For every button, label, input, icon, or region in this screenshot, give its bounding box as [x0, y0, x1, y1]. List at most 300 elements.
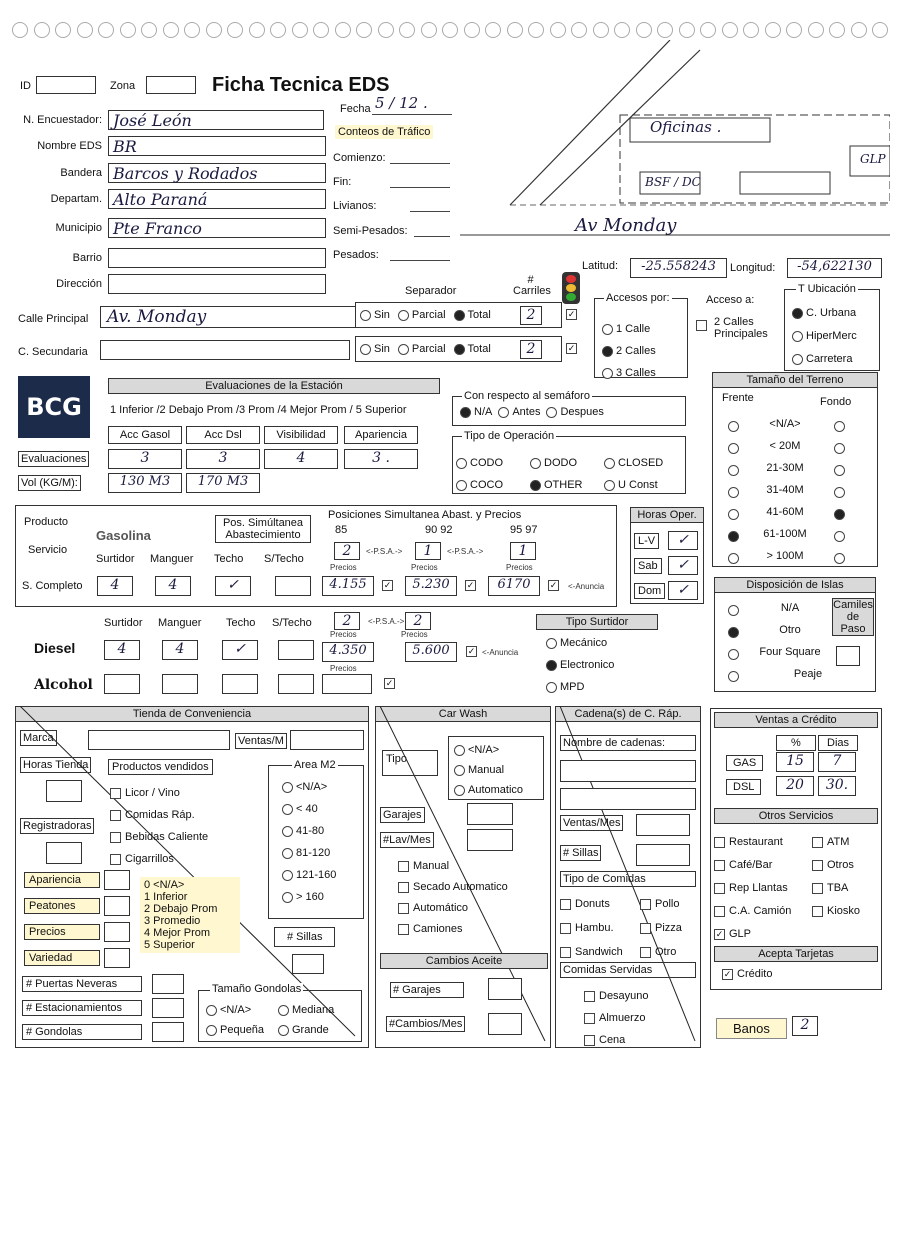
- terreno-frente-radio[interactable]: [728, 487, 739, 498]
- tamano-options[interactable]: [206, 1000, 356, 1040]
- otro-servicio-checkbox[interactable]: [812, 837, 823, 848]
- credito-gas-dias[interactable]: 7: [818, 752, 856, 772]
- accesos-options[interactable]: [602, 318, 656, 384]
- dsl-precio[interactable]: 5.600: [405, 642, 457, 662]
- field-input[interactable]: Barcos y Rodados: [108, 163, 326, 183]
- servida-option[interactable]: [584, 1007, 645, 1029]
- carwash-option-radio[interactable]: [454, 785, 465, 796]
- field-input[interactable]: [108, 248, 326, 268]
- tienda-product[interactable]: [110, 782, 180, 804]
- separador-principal-sin-radio[interactable]: [360, 310, 371, 321]
- tamano-option[interactable]: [206, 1000, 278, 1020]
- dsl-manguer[interactable]: 4: [162, 640, 198, 660]
- terreno-fondo-radio[interactable]: [834, 487, 845, 498]
- vol-value[interactable]: 130 M3: [108, 473, 182, 493]
- traffic-light-icon: [562, 272, 580, 304]
- area-option-radio[interactable]: [282, 804, 293, 815]
- gas-precio[interactable]: 4.155: [322, 576, 374, 596]
- comida-option[interactable]: [640, 898, 679, 910]
- ubicacion-option[interactable]: [792, 302, 856, 325]
- comida-option-checkbox[interactable]: [640, 923, 651, 934]
- otro-servicio-checkbox[interactable]: [714, 906, 725, 917]
- spiral-ring: [378, 22, 394, 38]
- otro-servicio-checkbox[interactable]: ✓: [715, 928, 724, 939]
- separador-secundaria-parcial[interactable]: [398, 343, 446, 355]
- calle-secundaria-field[interactable]: [100, 340, 350, 360]
- separador-principal-parcial-radio[interactable]: [398, 310, 409, 321]
- terreno-frente-radio[interactable]: [728, 553, 739, 564]
- octane-label: 95 97: [510, 524, 538, 536]
- area-option-radio[interactable]: [282, 892, 293, 903]
- comida-option-label: Pollo: [655, 898, 680, 910]
- semaforo-option[interactable]: [546, 406, 603, 418]
- terreno-frente-radio[interactable]: [728, 421, 739, 432]
- semaforo-option-radio[interactable]: [498, 407, 509, 418]
- credito-title: Ventas a Crédito: [714, 712, 878, 728]
- otro-servicio[interactable]: [714, 928, 751, 940]
- octane-label: 85: [335, 524, 348, 536]
- dsl-col-header: Surtidor: [104, 617, 143, 629]
- alcohol-checkbox[interactable]: ✓: [385, 678, 394, 688]
- spiral-ring: [399, 22, 415, 38]
- gas-precio[interactable]: 6170: [488, 576, 540, 596]
- carwash-check-label: Manual: [413, 860, 450, 872]
- servida-option[interactable]: [584, 985, 649, 1007]
- area-option-radio[interactable]: [282, 870, 293, 881]
- tienda-eval-field[interactable]: [104, 896, 130, 916]
- otros-title: Otros Servicios: [714, 808, 878, 824]
- comida-option-checkbox[interactable]: [560, 899, 571, 910]
- alcohol-field[interactable]: [278, 674, 314, 694]
- otro-servicio-checkbox[interactable]: [714, 860, 725, 871]
- surtidor-option-radio[interactable]: [546, 638, 557, 649]
- spiral-ring: [421, 22, 437, 38]
- lavmes-field[interactable]: [467, 829, 513, 851]
- islas-radio[interactable]: [728, 649, 739, 660]
- dsl-precio[interactable]: 4.350: [322, 642, 374, 662]
- ubicacion-option[interactable]: [792, 325, 857, 348]
- tienda-eval-field[interactable]: [104, 922, 130, 942]
- otro-servicio[interactable]: [812, 905, 860, 917]
- semaforo-options[interactable]: [460, 406, 610, 418]
- comida-option[interactable]: [640, 946, 676, 958]
- field-input[interactable]: [108, 274, 326, 294]
- tienda-eval-field[interactable]: [104, 870, 130, 890]
- comida-option-checkbox[interactable]: [560, 947, 571, 958]
- credito-dsl-dias[interactable]: 30.: [818, 776, 856, 796]
- area-option-label: > 160: [296, 891, 324, 903]
- gas-precio[interactable]: 5.230: [405, 576, 457, 596]
- area-option-radio[interactable]: [282, 826, 293, 837]
- ventas-field[interactable]: [290, 730, 364, 750]
- terreno-fondo-radio[interactable]: [834, 531, 845, 542]
- lat-value[interactable]: -25.558243: [630, 258, 727, 278]
- carwash-check[interactable]: [398, 877, 508, 898]
- servida-option-checkbox[interactable]: [584, 991, 595, 1002]
- secundaria-carriles[interactable]: 2: [520, 340, 542, 359]
- separador-principal-total-radio[interactable]: [454, 310, 465, 321]
- ubicacion-option-radio[interactable]: [792, 331, 803, 342]
- separador-secundaria-sin-radio[interactable]: [360, 344, 371, 355]
- productos-label: Productos vendidos: [108, 759, 213, 775]
- acceso-option[interactable]: [602, 362, 656, 384]
- semaforo-option-radio[interactable]: [460, 407, 471, 418]
- pesados-label: Pesados:: [333, 249, 379, 261]
- tienda-product[interactable]: [110, 804, 195, 826]
- tienda-product-checkbox[interactable]: [110, 832, 121, 843]
- surtidor-option[interactable]: [546, 676, 584, 698]
- otro-servicio[interactable]: [812, 882, 848, 894]
- carwash-option-radio[interactable]: [454, 765, 465, 776]
- otro-servicio-checkbox[interactable]: [812, 883, 823, 894]
- servida-option-checkbox[interactable]: [584, 1035, 595, 1046]
- spiral-ring: [636, 22, 652, 38]
- dsl-stecho[interactable]: [278, 640, 314, 660]
- separador-principal-total[interactable]: [454, 309, 491, 321]
- carwash-check-checkbox[interactable]: [398, 924, 409, 935]
- id-field[interactable]: [36, 76, 96, 94]
- comida-option[interactable]: [560, 922, 614, 934]
- tienda-count-field[interactable]: [152, 1022, 184, 1042]
- operacion-option[interactable]: [456, 452, 530, 474]
- carwash-option-radio[interactable]: [454, 745, 465, 756]
- terreno-fondo-radio[interactable]: [834, 465, 845, 476]
- terreno-fondo-radio[interactable]: [834, 509, 845, 520]
- terreno-fondo-radio[interactable]: [834, 443, 845, 454]
- diesel-label: Diesel: [34, 640, 76, 656]
- calle-principal-field[interactable]: Av. Monday: [100, 306, 356, 328]
- cadenas-nombre-field2[interactable]: [560, 788, 696, 810]
- operacion-option[interactable]: [604, 452, 678, 474]
- surtidor-option[interactable]: [546, 654, 614, 676]
- operacion-options[interactable]: [456, 452, 686, 496]
- otro-servicio-checkbox[interactable]: [714, 837, 725, 848]
- area-option[interactable]: [282, 820, 324, 842]
- terreno-frente-radio[interactable]: [728, 509, 739, 520]
- tienda-products[interactable]: [110, 782, 208, 870]
- gas-manguer[interactable]: 4: [155, 576, 191, 596]
- separador-principal-sin-label: Sin: [374, 309, 390, 321]
- field-input[interactable]: José León: [108, 110, 324, 130]
- area-options[interactable]: [282, 776, 336, 908]
- area-option[interactable]: [282, 886, 324, 908]
- cadenas-sillas-label: # Sillas: [560, 845, 601, 861]
- tienda-count-field[interactable]: [152, 998, 184, 1018]
- semaforo-option-label: N/A: [474, 406, 493, 418]
- precio-checkbox[interactable]: ✓: [466, 580, 475, 590]
- credito-dsl-pct[interactable]: 20: [776, 776, 814, 796]
- field-input[interactable]: BR: [108, 136, 326, 156]
- zona-field[interactable]: [146, 76, 196, 94]
- alcohol-field[interactable]: [322, 674, 372, 694]
- dsl-position[interactable]: 2: [405, 612, 431, 630]
- tamano-option[interactable]: [278, 1020, 350, 1040]
- operacion-option-radio[interactable]: [604, 480, 615, 491]
- acceso-option-radio[interactable]: [602, 368, 613, 379]
- carwash-check[interactable]: [398, 898, 468, 919]
- dsl-position[interactable]: 2: [334, 612, 360, 630]
- terreno-frente-radio[interactable]: [728, 443, 739, 454]
- dsl-precio-checkbox[interactable]: ✓: [467, 646, 476, 656]
- otro-servicio-checkbox[interactable]: [812, 860, 823, 871]
- horas-row-label: L-V: [634, 533, 659, 549]
- credito-dsl-label: DSL: [726, 779, 761, 795]
- tarjetas-checkbox[interactable]: ✓: [723, 968, 732, 979]
- tamano-option-radio[interactable]: [278, 1005, 289, 1016]
- carwash-check-checkbox[interactable]: [398, 882, 409, 893]
- otro-servicio[interactable]: [714, 836, 783, 848]
- separador-secundaria-options[interactable]: [360, 343, 499, 355]
- tienda-eval-field[interactable]: [104, 948, 130, 968]
- dsl-surtidor[interactable]: 4: [104, 640, 140, 660]
- gas-col-header: Manguer: [150, 553, 194, 565]
- operacion-option-radio[interactable]: [604, 458, 615, 469]
- cadenas-nombre-field1[interactable]: [560, 760, 696, 782]
- operacion-option[interactable]: [530, 452, 604, 474]
- tamano-option-radio[interactable]: [278, 1025, 289, 1036]
- tienda-sillas-field[interactable]: [292, 954, 324, 974]
- sketch-oficinas: Oficinas .: [650, 118, 722, 136]
- lon-value[interactable]: -54,622130: [787, 258, 882, 278]
- tamano-option[interactable]: [278, 1000, 350, 1020]
- gas-techo[interactable]: ✓: [215, 576, 251, 596]
- area-option[interactable]: [282, 798, 318, 820]
- terreno-fondo-radio[interactable]: [834, 553, 845, 564]
- precio-checkbox[interactable]: ✓: [549, 580, 558, 590]
- horas-row-field[interactable]: ✓: [668, 531, 698, 550]
- separador-secundaria-parcial-radio[interactable]: [398, 344, 409, 355]
- surtidor-option-radio[interactable]: [546, 660, 557, 671]
- field-input[interactable]: Pte Franco: [108, 218, 326, 238]
- carwash-option-label: <N/A>: [468, 744, 500, 756]
- dsl-col-header: Manguer: [158, 617, 202, 629]
- spiral-ring: [120, 22, 136, 38]
- aceite-cambios-label: #Cambios/Mes: [386, 1016, 465, 1032]
- tamano-option-radio[interactable]: [206, 1025, 217, 1036]
- horas-title: Horas Oper.: [630, 507, 704, 523]
- otro-servicio-checkbox[interactable]: [812, 906, 823, 917]
- carwash-check-checkbox[interactable]: [398, 861, 409, 872]
- tienda-count-field[interactable]: [152, 974, 184, 994]
- alcohol-field[interactable]: [104, 674, 140, 694]
- carwash-tipo-options[interactable]: [454, 740, 523, 800]
- tienda-product-checkbox[interactable]: [110, 788, 121, 799]
- servida-option-label: Desayuno: [599, 990, 649, 1002]
- garajes-field[interactable]: [467, 803, 513, 825]
- area-option-radio[interactable]: [282, 782, 293, 793]
- ventas-label: Ventas/M: [235, 733, 287, 749]
- operacion-option-radio[interactable]: [456, 480, 467, 491]
- gas-position[interactable]: 1: [510, 542, 536, 560]
- tamano-option[interactable]: [206, 1020, 278, 1040]
- acceso-option[interactable]: [602, 318, 650, 340]
- tienda-title: Tienda de Conveniencia: [15, 706, 369, 722]
- ubicacion-option-radio[interactable]: [792, 354, 803, 365]
- eval-col-header: Apariencia: [344, 426, 418, 444]
- eval-value[interactable]: 3: [108, 449, 182, 469]
- terreno-frente-radio[interactable]: [728, 531, 739, 542]
- carwash-check[interactable]: [398, 856, 449, 877]
- ubicacion-options[interactable]: [792, 302, 857, 371]
- tienda-count-label: # Puertas Neveras: [22, 976, 142, 992]
- dsl-techo[interactable]: ✓: [222, 640, 258, 660]
- surtidor-option[interactable]: [546, 632, 607, 654]
- otro-servicio-label: ATM: [827, 836, 850, 848]
- banos-label: Banos: [716, 1018, 787, 1039]
- operacion-option-radio[interactable]: [530, 480, 541, 491]
- vol-value[interactable]: 170 M3: [186, 473, 260, 493]
- comida-option-checkbox[interactable]: [560, 923, 571, 934]
- tamano-option-radio[interactable]: [206, 1005, 217, 1016]
- spiral-ring: [12, 22, 28, 38]
- islas-radio[interactable]: [728, 605, 739, 616]
- surtidor-options[interactable]: [546, 632, 614, 698]
- field-input[interactable]: Alto Paraná: [108, 189, 326, 209]
- ubicacion-option[interactable]: [792, 348, 852, 371]
- alcohol-field[interactable]: [162, 674, 198, 694]
- separador-principal-options[interactable]: [360, 309, 499, 321]
- separador-secundaria-total[interactable]: [454, 343, 491, 355]
- comida-option[interactable]: [560, 946, 623, 958]
- cadenas-ventas-field[interactable]: [636, 814, 690, 836]
- zona-label: Zona: [110, 80, 136, 92]
- gas-position[interactable]: 2: [334, 542, 360, 560]
- semaforo-option-radio[interactable]: [546, 407, 557, 418]
- aceite-title: Cambios Aceite: [380, 953, 548, 969]
- scale-item: 3 Promedio: [144, 915, 201, 927]
- comida-option[interactable]: [640, 922, 682, 934]
- acceso-a-title: Acceso a:: [706, 294, 755, 306]
- carwash-tipo-label: Tipo: [382, 750, 438, 776]
- surtidor-option-radio[interactable]: [546, 682, 557, 693]
- tienda-product-checkbox[interactable]: [110, 810, 121, 821]
- carwash-check-checkbox[interactable]: [398, 903, 409, 914]
- otro-servicio[interactable]: [714, 905, 791, 917]
- precio-checkbox[interactable]: ✓: [383, 580, 392, 590]
- gas-stecho[interactable]: [275, 576, 311, 596]
- principal-checkbox[interactable]: ✓: [567, 309, 576, 319]
- islas-radio[interactable]: [728, 671, 739, 682]
- separador-principal-sin[interactable]: [360, 309, 390, 321]
- operacion-option[interactable]: [456, 474, 530, 496]
- gas-position[interactable]: 1: [415, 542, 441, 560]
- otro-servicio[interactable]: [812, 836, 849, 848]
- ubicacion-option-radio[interactable]: [792, 308, 803, 319]
- acceso-option[interactable]: [602, 340, 656, 362]
- terreno-fondo-radio[interactable]: [834, 421, 845, 432]
- carwash-option[interactable]: [454, 760, 504, 780]
- field-label: Departam.: [50, 193, 102, 205]
- carwash-check-label: Automático: [413, 902, 469, 914]
- semaforo-option[interactable]: [498, 406, 540, 418]
- carwash-option[interactable]: [454, 740, 499, 760]
- tienda-product-label: Bebidas Caliente: [125, 831, 209, 843]
- area-option[interactable]: [282, 776, 327, 798]
- carwash-checks[interactable]: [398, 856, 508, 940]
- servidas-options[interactable]: [584, 985, 649, 1051]
- area-option[interactable]: [282, 864, 336, 886]
- surtidor-option-label: MPD: [560, 681, 585, 693]
- terreno-frente-radio[interactable]: [728, 465, 739, 476]
- semaforo-option[interactable]: [460, 406, 492, 418]
- aceite-garajes-label: # Garajes: [390, 982, 464, 998]
- gas-surtidor[interactable]: 4: [97, 576, 133, 596]
- spiral-ring: [485, 22, 501, 38]
- tienda-product[interactable]: [110, 848, 174, 870]
- spiral-ring: [765, 22, 781, 38]
- comida-option-checkbox[interactable]: [640, 899, 651, 910]
- separador-principal-parcial[interactable]: [398, 309, 446, 321]
- operacion-option[interactable]: [530, 474, 604, 496]
- dsl-col-header: Techo: [226, 617, 256, 629]
- tarjetas-credito[interactable]: [722, 968, 772, 980]
- tienda-product[interactable]: [110, 826, 208, 848]
- principal-carriles[interactable]: 2: [520, 306, 542, 325]
- comienzo-label: Comienzo:: [333, 152, 386, 164]
- carwash-check[interactable]: [398, 919, 463, 940]
- acceso-option-radio[interactable]: [602, 346, 613, 357]
- marca-field[interactable]: [88, 730, 230, 750]
- horas-row-field[interactable]: ✓: [668, 556, 698, 575]
- aceite-garajes-field[interactable]: [488, 978, 522, 1000]
- comida-option[interactable]: [560, 898, 610, 910]
- separador-secundaria-sin[interactable]: [360, 343, 390, 355]
- operacion-option-radio[interactable]: [530, 458, 541, 469]
- aceite-cambios-field[interactable]: [488, 1013, 522, 1035]
- horas-row-field[interactable]: ✓: [668, 581, 698, 600]
- camiles-field[interactable]: [836, 646, 860, 666]
- comida-option-checkbox[interactable]: [640, 947, 651, 958]
- carwash-title: Car Wash: [375, 706, 551, 722]
- carwash-option[interactable]: [454, 780, 523, 800]
- credito-gas-pct[interactable]: 15: [776, 752, 814, 772]
- otro-servicio[interactable]: [714, 882, 788, 894]
- acceso-a-checkbox[interactable]: [696, 320, 707, 331]
- evaluaciones-title: Evaluaciones de la Estación: [108, 378, 440, 394]
- otro-servicio[interactable]: [714, 859, 772, 871]
- otro-servicio[interactable]: [812, 859, 854, 871]
- horas-tienda-field[interactable]: [46, 780, 82, 802]
- alcohol-field[interactable]: [222, 674, 258, 694]
- tienda-product-checkbox[interactable]: [110, 854, 121, 865]
- area-option[interactable]: [282, 842, 330, 864]
- gas-col-header: S/Techo: [264, 553, 304, 565]
- islas-radio[interactable]: [728, 627, 739, 638]
- servida-option-checkbox[interactable]: [584, 1013, 595, 1024]
- surtidor-option-label: Mecánico: [560, 637, 608, 649]
- eval-value[interactable]: 4: [264, 449, 338, 469]
- banos-value[interactable]: 2: [792, 1016, 818, 1036]
- psa-label: <-P.S.A.->: [447, 547, 484, 556]
- servida-option[interactable]: [584, 1029, 625, 1051]
- cadenas-sillas-field[interactable]: [636, 844, 690, 866]
- otro-servicio-checkbox[interactable]: [714, 883, 725, 894]
- separador-secundaria-total-radio[interactable]: [454, 344, 465, 355]
- operacion-option[interactable]: [604, 474, 678, 496]
- eval-value[interactable]: 3 .: [344, 449, 418, 469]
- registradoras-field[interactable]: [46, 842, 82, 864]
- spiral-ring: [227, 22, 243, 38]
- registradoras-label: Registradoras: [20, 818, 94, 834]
- secundaria-checkbox[interactable]: ✓: [567, 343, 576, 353]
- acceso-a-label: 2 Calles Principales: [714, 316, 768, 340]
- area-option-radio[interactable]: [282, 848, 293, 859]
- operacion-option-radio[interactable]: [456, 458, 467, 469]
- cadenas-ventas-label: Ventas/Mes: [560, 815, 623, 831]
- acceso-option-radio[interactable]: [602, 324, 613, 335]
- spiral-ring: [507, 22, 523, 38]
- eval-value[interactable]: 3: [186, 449, 260, 469]
